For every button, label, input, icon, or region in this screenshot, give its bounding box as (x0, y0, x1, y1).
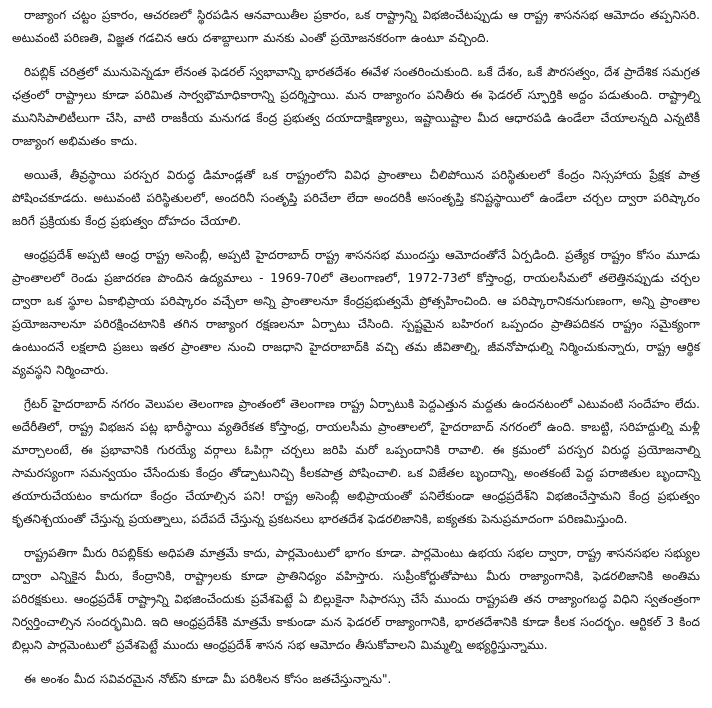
paragraph: అయితే, తీవ్రస్థాయి పరస్పర విరుద్ధ డిమాండ్లతో ఒక రాష్ట్రంలోని వివిధ ప్రాంతాలు చీలిపోయిన పరిస్థితులలో కేంద్రం నిస్సహాయ ప్రేక్షక పాత్ర పోషించకూడదు. అటువంటి పరిస్థితులలో, అందరినీ సంతృప్తి పరిచేలా లేదా అందరికీ అసంతృప్తి కనిష్టస్థాయిలో ఉండేలా చర్చల ద్వారా పరిష్కారం జరిగే ప్రక్రియకు కేంద్ర ప్రభుత్వం దోహదం చేయాలి. (12, 168, 700, 228)
paragraph: ఆంధ్రప్రదేశ్ అప్పటి ఆంధ్ర రాష్ట్ర అసెంబ్లీ, అప్పటి హైదరాబాద్ రాష్ట్ర శాసనసభ ముందస్తు ఆమోదంతోనే ఏర్పడింది. ప్రత్యేక రాష్ట్రం కోసం మూడు ప్రాంతాలలో రెండు ప్రజాదరణ పొందిన ఉద్యమాలు - 1969-70లో తెలంగాణలో, 1972-73లో కోస్తాంధ్ర, రాయలసీమలో తలెత్తినప్పుడు చర్చల ద్వారా ఒక స్థూల ఏకాభిప్రాయ పరిష్కారం వచ్చేలా అన్ని ప్రాంతాలనూ కేంద్రప్రభుత్వమే ప్రోత్సహించింది. ఆ పరిష్కారానికనుగుణంగా, అన్ని ప్రాంతాల ప్రయోజనాలనూ పరిరక్షించటానికి తగిన రాజ్యాంగ రక్షణలనూ ఏర్పాటు చేసింది. స్పష్టమైన బహిరంగ ఒప్పందం ప్రాతిపదికన రాష్ట్రం సమైక్యంగా ఉంటుందనే లక్షలాది ప్రజలు ఇతర ప్రాంతాల నుంచి రాజధాని హైదరాబాద్‌కి వచ్చి తమ జీవితాల్ని, జీవనోపాధుల్ని నిర్మించుకున్నారు, రాష్ట్ర ఆర్థిక వ్యవస్థని నిర్మించారు. (12, 248, 700, 377)
paragraph: గ్రేటర్ హైదరాబాద్ నగరం వెలుపల తెలంగాణ ప్రాంతంలో తెలంగాణ రాష్ట్ర ఏర్పాటుకి పెద్దఎత్తున మద్దతు ఉందనటంలో ఎటువంటి సందేహం లేదు. అదేరీతిలో, రాష్ట్ర విభజన పట్ల భారీస్థాయి వ్యతిరేకత కోస్తాంధ్ర, రాయలసీమ ప్రాంతాలలో, హైదరాబాద్ నగరంలో ఉంది. కాబట్టి, సరిహద్దుల్ని మళ్లీ మార్చాలంటే, ఈ ప్రభావానికి గురయ్యే వర్గాలు ఓపిగ్గా చర్చలు జరిపి మరో ఒప్పందానికి రావాలి. ఈ క్రమంలో పరస్పర విరుద్ధ ప్రయోజనాల్ని సామరస్యంగా సమన్వయం చేసేందుకు కేంద్రం తోడ్పాటునిచ్చి కీలకపాత్ర పోషించాలి. ఒక విజేతల బృందాన్ని, అంతకంటే పెద్ద పరాజితుల బృందాన్ని తయారుచేయటం కాదుగదా కేంద్రం చేయాల్సిన పని! రాష్ట్ర అసెంబ్లీ అభిప్రాయంతో పనిలేకుండా ఆంధ్రప్రదేశ్‌ని విభజించేస్తామని కేంద్ర ప్రభుత్వం కృతనిశ్చయంతో చేస్తున్న ప్రయత్నాలు, పదేపదే చేస్తున్న ప్రకటనలు భారతదేశ ఫెడరలిజానికి, ఐక్యతకు పెనుప్రమాదంగా పరిణమిస్తుంది. (12, 397, 700, 526)
paragraph: రిపబ్లిక్ చరిత్రలో మునుపెన్నడూ లేనంత ఫెడరల్ స్వభావాన్ని భారతదేశం ఈవేళ సంతరించుకుంది. ఒకే దేశం, ఒకే పౌరసత్వం, దేశ ప్రాదేశిక సమగ్రత ఛత్రంలో రాష్ట్రాలు కూడా పరిమిత సార్వభౌమాధికారాన్ని ప్రదర్శిస్తాయి. మన రాజ్యాంగం పనితీరు ఈ ఫెడరల్ స్ఫూర్తికి అద్దం పడుతుంది. రాష్ట్రాల్ని మునిసిపాలిటీలుగా చేసి, వాటి రాజకీయ మనుగడ కేంద్ర ప్రభుత్వ దయాదాక్షిణ్యాలు, ఇష్టాయిష్టాల మీద ఆధారపడి ఉండేలా చేయాలన్నది ఎన్నటికీ రాజ్యాంగ అభిమతం కాదు. (12, 65, 700, 148)
paragraph: ఈ అంశం మీద సవివరమైన నోట్‌ని కూడా మీ పరిశీలన కోసం జతచేస్తున్నాను". (24, 672, 392, 686)
paragraph: రాష్ట్రపతిగా మీరు రిపబ్లిక్‌కు అధిపతి మాత్రమే కాదు, పార్లమెంటులో భాగం కూడా. పార్లమెంటు ఉభయ సభల ద్వారా, రాష్ట్ర శాసనసభల సభ్యుల ద్వారా ఎన్నికైన మీరు, కేంద్రానికి, రాష్ట్రాలకు కూడా ప్రాతినిధ్యం వహిస్తారు. సుప్రీంకోర్టుతోపాటు మీరు రాజ్యాంగానికి, ఫెడరలిజానికి అంతిమ పరిరక్షకులు. ఆంధ్రప్రదేశ్ రాష్ట్రాన్ని విభజించేందుకు ప్రవేశపెట్టే ఏ బిల్లుకైనా సిఫారస్సు చేసే ముందు రాష్ట్రపతి తన రాజ్యాంగబద్ధ విధిని స్వతంత్రంగా నిర్వర్తించాల్సిన సందర్భమిది. ఇది ఆంధ్రప్రదేశ్‌కి మాత్రమే కాకుండా మన ఫెడరల్ రాజ్యాంగానికి, భారతదేశానికి కూడా కీలక సందర్భం. ఆర్టికల్ 3 కింద బిల్లుని పార్లమెంటులో ప్రవేశపెట్టే ముందు ఆంధ్రప్రదేశ్ శాసన సభ ఆమోదం తీసుకోవాలని మిమ్మల్ని అభ్యర్థిస్తున్నాము. (12, 546, 700, 652)
paragraph: రాజ్యాంగ చట్టం ప్రకారం, ఆచరణలో స్థిరపడిన ఆనవాయితీల ప్రకారం, ఒక రాష్ట్రాన్ని విభజించేటప్పుడు ఆ రాష్ట్ర శాసనసభ ఆమోదం తప్పనిసరి. అటువంటి పరిణతి, విజ్ఞత గడచిన ఆరు దశాబ్దాలుగా మనకు ఎంతో ప్రయోజనకరంగా ఉంటూ వచ్చింది. (12, 8, 700, 45)
